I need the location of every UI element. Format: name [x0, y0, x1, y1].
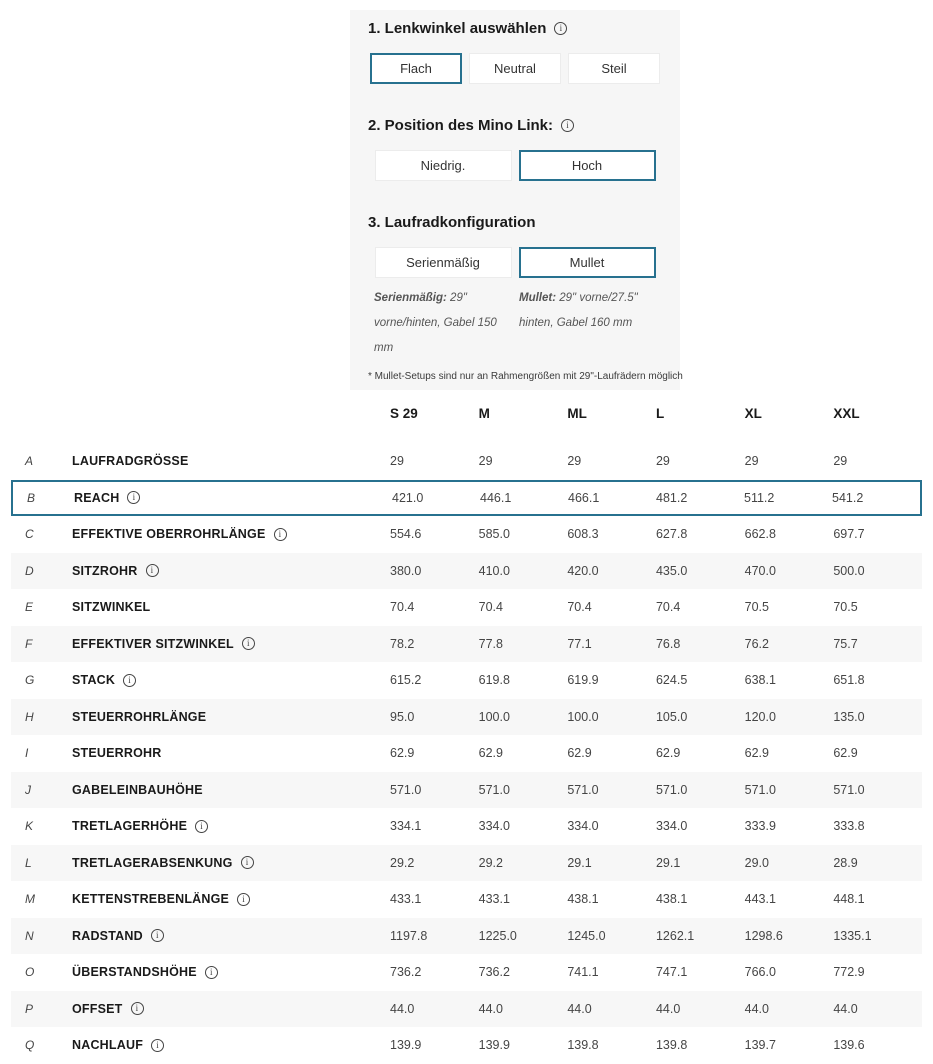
cell-value: 736.2	[390, 965, 422, 980]
column-header: XXL	[833, 405, 860, 421]
info-icon[interactable]	[146, 564, 159, 577]
cell-value: 29	[478, 454, 493, 469]
cell-value: 29.0	[744, 855, 769, 870]
cell-value: 438.1	[655, 892, 688, 907]
row-label	[74, 491, 392, 505]
row-letter: Q	[25, 1038, 35, 1053]
row-letter: E	[25, 600, 34, 615]
row-letter: F	[25, 636, 33, 651]
cell-value: 77.8	[478, 636, 503, 651]
info-icon[interactable]	[123, 674, 136, 687]
row-label-text: EFFEKTIVER SITZWINKEL	[72, 636, 234, 651]
row-label	[72, 929, 390, 943]
mullet-footnote: * Mullet-Setups sind nur an Rahmengrößen mit 29"-Laufrädern möglich	[368, 371, 683, 382]
cell-value: 95.0	[390, 709, 415, 724]
row-label-text: TRETLAGERHÖHE	[72, 819, 188, 834]
cell-value: 120.0	[744, 709, 776, 724]
cell-value: 1335.1	[833, 928, 872, 943]
cell-value: 433.1	[390, 892, 422, 907]
cell-value: 62.9	[478, 746, 503, 761]
row-letter: M	[25, 892, 35, 907]
table-row	[11, 553, 922, 590]
cell-value: 571.0	[390, 782, 422, 797]
configurator-panel	[350, 10, 683, 390]
cell-value: 70.4	[567, 600, 592, 615]
section-title-laufradkonfiguration	[368, 214, 662, 231]
info-icon[interactable]	[274, 528, 287, 541]
cell-value: 511.2	[744, 490, 775, 505]
cell-value: 334.0	[655, 819, 688, 834]
cell-value: 571.0	[655, 782, 688, 797]
row-label	[72, 454, 390, 468]
info-icon[interactable]	[242, 637, 255, 650]
section-title-mino-link-text: 2. Position des Mino Link:	[368, 117, 554, 134]
row-label	[72, 1038, 390, 1052]
cell-value: 70.4	[390, 600, 415, 615]
cell-value: 29.1	[655, 855, 681, 870]
option-button-niedrig[interactable]: Niedrig.	[375, 150, 512, 181]
cell-value: 139.7	[744, 1038, 776, 1053]
info-icon[interactable]	[127, 491, 140, 504]
row-letter: A	[25, 454, 34, 469]
cell-value: 585.0	[478, 527, 510, 542]
cell-value: 29	[744, 454, 759, 469]
row-letter: P	[25, 1001, 34, 1016]
cell-value: 334.0	[567, 819, 599, 834]
cell-value: 70.5	[833, 600, 858, 615]
row-label	[72, 600, 390, 614]
table-row	[11, 1027, 922, 1064]
column-header: M	[478, 405, 490, 421]
row-letter: D	[25, 563, 34, 578]
column-header: S 29	[390, 405, 418, 421]
cell-value: 541.2	[832, 490, 864, 505]
row-letter: O	[25, 965, 35, 980]
cell-value: 62.9	[833, 746, 858, 761]
table-row	[11, 443, 922, 480]
cell-value: 29	[833, 454, 848, 469]
cell-value: 334.1	[390, 819, 422, 834]
table-row	[11, 589, 922, 626]
cell-value: 571.0	[567, 782, 599, 797]
cell-value: 139.8	[655, 1038, 688, 1053]
row-label-text: NACHLAUF	[72, 1038, 144, 1053]
row-letter: G	[25, 673, 35, 688]
cell-value: 44.0	[655, 1001, 681, 1016]
cell-value: 420.0	[567, 563, 599, 578]
table-row	[11, 626, 922, 663]
cell-value: 76.8	[655, 636, 681, 651]
row-label	[72, 637, 390, 651]
row-label-text: TRETLAGERABSENKUNG	[72, 855, 233, 870]
cell-value: 78.2	[390, 636, 415, 651]
section-title-lenkwinkel	[368, 20, 662, 37]
table-row	[11, 662, 922, 699]
cell-value: 29	[567, 454, 582, 469]
row-letter: L	[25, 855, 32, 870]
row-label	[72, 783, 390, 797]
info-icon[interactable]	[554, 22, 567, 35]
row-label	[72, 527, 390, 541]
cell-value: 105.0	[655, 709, 688, 724]
table-row	[11, 881, 922, 918]
row-label-text: SITZWINKEL	[72, 600, 151, 615]
option-button-flach[interactable]: Flach	[370, 53, 462, 84]
cell-value: 410.0	[478, 563, 510, 578]
row-letter: I	[25, 746, 29, 761]
cell-value: 44.0	[744, 1001, 769, 1016]
cell-value: 100.0	[567, 709, 599, 724]
row-label-text: KETTENSTREBENLÄNGE	[72, 892, 230, 907]
cell-value: 662.8	[744, 527, 776, 542]
row-label	[72, 856, 390, 870]
cell-value: 554.6	[390, 527, 422, 542]
cell-value: 651.8	[833, 673, 865, 688]
cell-value: 29.2	[478, 855, 503, 870]
option-button-steil[interactable]: Steil	[568, 53, 660, 84]
table-row	[11, 991, 922, 1028]
cell-value: 638.1	[744, 673, 776, 688]
cell-value: 443.1	[744, 892, 776, 907]
cell-value: 1298.6	[744, 928, 783, 943]
section-title-lenkwinkel-text: 1. Lenkwinkel auswählen	[368, 20, 547, 37]
option-button-hoch[interactable]: Hoch	[519, 150, 656, 181]
table-row	[11, 516, 922, 553]
row-label	[72, 746, 390, 760]
cell-value: 76.2	[744, 636, 769, 651]
cell-value: 624.5	[655, 673, 688, 688]
cell-value: 608.3	[567, 527, 599, 542]
row-label-text: STEUERROHRLÄNGE	[72, 709, 207, 724]
row-label-text: STACK	[72, 673, 116, 688]
cell-value: 438.1	[567, 892, 599, 907]
row-label-text: GABELEINBAUHÖHE	[72, 782, 203, 797]
mino-link-options	[368, 150, 662, 181]
wheel-config-descriptions	[368, 286, 662, 361]
description-mullet	[519, 286, 656, 361]
option-button-mullet[interactable]: Mullet	[519, 247, 656, 278]
column-header: XL	[744, 405, 762, 421]
description-mullet-text: 29" vorne/27.5" hinten, Gabel 160 mm	[519, 292, 638, 329]
row-label-text: LAUFRADGRÖSSE	[72, 454, 189, 469]
cell-value: 736.2	[478, 965, 510, 980]
row-label	[72, 710, 390, 724]
description-serienmaessig-term: Serienmäßig:	[374, 292, 447, 304]
cell-value: 62.9	[744, 746, 769, 761]
table-row	[11, 699, 922, 736]
cell-value: 615.2	[390, 673, 422, 688]
cell-value: 29.2	[390, 855, 415, 870]
cell-value: 1225.0	[478, 928, 517, 943]
cell-value: 100.0	[478, 709, 510, 724]
cell-value: 766.0	[744, 965, 776, 980]
cell-value: 448.1	[833, 892, 865, 907]
table-row	[11, 808, 922, 845]
cell-value: 571.0	[478, 782, 510, 797]
cell-value: 446.1	[480, 490, 512, 505]
cell-value: 772.9	[833, 965, 865, 980]
row-label	[72, 892, 390, 906]
geometry-table-body	[11, 443, 922, 1064]
cell-value: 44.0	[478, 1001, 503, 1016]
geometry-table-header	[11, 398, 922, 428]
cell-value: 62.9	[655, 746, 681, 761]
cell-value: 697.7	[833, 527, 865, 542]
cell-value: 1197.8	[390, 928, 428, 943]
cell-value: 44.0	[567, 1001, 592, 1016]
cell-value: 62.9	[567, 746, 592, 761]
row-label	[72, 673, 390, 687]
row-letter: B	[27, 490, 36, 505]
cell-value: 44.0	[390, 1001, 415, 1016]
cell-value: 380.0	[390, 563, 422, 578]
row-label	[72, 1002, 390, 1016]
info-icon[interactable]	[151, 929, 164, 942]
cell-value: 29	[390, 454, 404, 469]
cell-value: 1262.1	[655, 928, 695, 943]
cell-value: 139.6	[833, 1038, 865, 1053]
row-letter: H	[25, 709, 34, 724]
row-letter: J	[25, 782, 31, 797]
cell-value: 28.9	[833, 855, 858, 870]
table-row	[11, 480, 922, 517]
cell-value: 77.1	[567, 636, 592, 651]
laufrad-options	[368, 247, 662, 278]
cell-value: 44.0	[833, 1001, 858, 1016]
info-icon[interactable]	[151, 1039, 164, 1052]
geometry-table	[11, 398, 922, 1064]
row-letter: K	[25, 819, 34, 834]
row-label-text: ÜBERSTANDSHÖHE	[72, 965, 197, 980]
cell-value: 421.0	[392, 490, 424, 505]
cell-value: 571.0	[833, 782, 865, 797]
table-row	[11, 954, 922, 991]
info-icon[interactable]	[561, 119, 574, 132]
cell-value: 571.0	[744, 782, 776, 797]
cell-value: 75.7	[833, 636, 858, 651]
cell-value: 135.0	[833, 709, 865, 724]
info-icon[interactable]	[131, 1002, 144, 1015]
cell-value: 139.9	[478, 1038, 510, 1053]
option-button-neutral[interactable]: Neutral	[469, 53, 561, 84]
description-serienmaessig	[374, 286, 511, 361]
cell-value: 139.9	[390, 1038, 422, 1053]
cell-value: 29.1	[567, 855, 592, 870]
cell-value: 470.0	[744, 563, 776, 578]
cell-value: 29	[655, 454, 670, 469]
cell-value: 333.8	[833, 819, 865, 834]
cell-value: 70.4	[655, 600, 681, 615]
cell-value: 139.8	[567, 1038, 599, 1053]
row-label-text: REACH	[74, 490, 120, 505]
section-title-laufradkonfiguration-text: 3. Laufradkonfiguration	[368, 214, 536, 231]
row-label	[72, 564, 390, 578]
row-letter: N	[25, 928, 34, 943]
row-label-text: STEUERROHR	[72, 746, 162, 761]
info-icon[interactable]	[237, 893, 250, 906]
cell-value: 334.0	[478, 819, 510, 834]
cell-value: 481.2	[656, 490, 688, 505]
row-label-text: EFFEKTIVE OBERROHRLÄNGE	[72, 527, 266, 542]
section-title-mino-link	[368, 117, 662, 134]
cell-value: 70.4	[478, 600, 503, 615]
row-label	[72, 819, 390, 833]
cell-value: 433.1	[478, 892, 510, 907]
row-label-text: OFFSET	[72, 1001, 123, 1016]
cell-value: 1245.0	[567, 928, 606, 943]
row-label-text: SITZROHR	[72, 563, 138, 578]
cell-value: 500.0	[833, 563, 865, 578]
cell-value: 333.9	[744, 819, 776, 834]
row-label	[72, 965, 390, 979]
cell-value: 747.1	[655, 965, 688, 980]
cell-value: 62.9	[390, 746, 415, 761]
lenkwinkel-options	[368, 53, 662, 84]
cell-value: 466.1	[568, 490, 600, 505]
cell-value: 435.0	[655, 563, 688, 578]
column-header: L	[655, 405, 665, 421]
cell-value: 619.8	[478, 673, 510, 688]
cell-value: 70.5	[744, 600, 769, 615]
table-row	[11, 845, 922, 882]
cell-value: 619.9	[567, 673, 599, 688]
row-letter: C	[25, 527, 34, 542]
row-label-text: RADSTAND	[72, 928, 143, 943]
info-icon[interactable]	[205, 966, 218, 979]
info-icon[interactable]	[241, 856, 254, 869]
description-serienmaessig-text: 29" vorne/hinten, Gabel 150 mm	[374, 292, 497, 354]
column-header: ML	[567, 405, 587, 421]
table-row	[11, 735, 922, 772]
info-icon[interactable]	[195, 820, 208, 833]
cell-value: 741.1	[567, 965, 599, 980]
option-button-serienm-ig[interactable]: Serienmäßig	[375, 247, 512, 278]
cell-value: 627.8	[655, 527, 688, 542]
table-row	[11, 772, 922, 809]
table-row	[11, 918, 922, 955]
description-mullet-term: Mullet:	[519, 292, 557, 304]
